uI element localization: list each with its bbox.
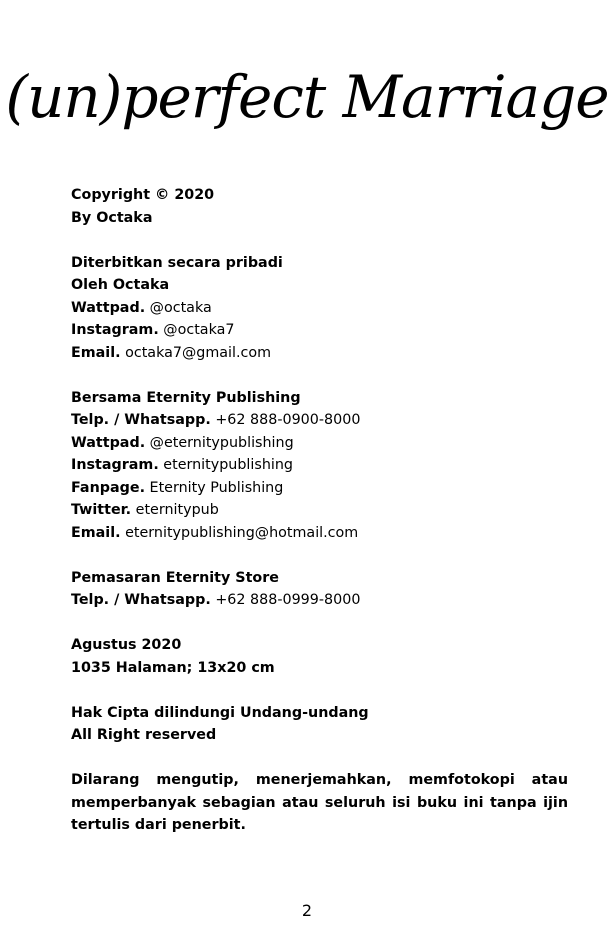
contact-label: Email. [71,344,121,361]
self-published-by: Oleh Octaka [71,277,170,293]
publisher-phone-line [71,409,568,432]
contact-label: Instagram. [71,457,159,473]
contact-value: eternitypub [131,502,219,518]
colophon [71,184,568,837]
author-line: By Octaka [71,209,153,226]
book-title-logo-text: (un)perfect Marriage [5,63,609,131]
rights-line-2: All Right reserved [71,727,217,743]
contact-value: eternitypublishing [158,457,293,473]
self-wattpad-line [71,297,568,320]
contact-value: Eternity Publishing [145,479,284,496]
self-email-line [71,342,568,365]
contact-value: +62 888-0999-8000 [210,592,361,608]
store-heading: Pemasaran Eternity Store [71,569,279,586]
store-phone-line [71,589,568,612]
contact-label: Wattpad. [71,434,146,451]
publisher-heading: Bersama Eternity Publishing [71,389,301,406]
contact-label: Instagram. [71,322,159,338]
contact-value: +62 888-0900-8000 [210,412,361,428]
contact-value: @eternitypublishing [145,434,294,451]
publisher-twitter-line [71,499,568,522]
contact-value: eternitypublishing@hotmail.com [120,524,359,541]
publisher-fanpage-line [71,477,568,500]
book-title-logo [0,52,614,142]
contact-label: Telp. / Whatsapp. [71,592,211,608]
contact-label: Email. [71,524,121,541]
publisher-wattpad-line [71,432,568,455]
page-number: 2 [301,901,313,920]
spacer [71,612,568,635]
edition-date: Agustus 2020 [71,637,182,653]
publisher-instagram-line [71,454,568,477]
contact-value: @octaka7 [158,322,235,338]
self-instagram-line [71,319,568,342]
contact-label: Telp. / Whatsapp. [71,412,211,428]
spacer [71,747,568,770]
contact-value: octaka7@gmail.com [120,344,272,361]
contact-label: Twitter. [71,502,132,518]
rights-line-1: Hak Cipta dilindungi Undang-undang [71,704,369,721]
edition-pages: 1035 Halaman; 13x20 cm [71,659,275,676]
contact-value: @octaka [145,299,212,316]
contact-label: Fanpage. [71,479,145,496]
contact-label: Wattpad. [71,299,146,316]
publisher-email-line [71,522,568,545]
spacer [71,679,568,702]
reproduction-notice: Dilarang mengutip, menerjemahkan, memfotokopi atau memperbanyak sebagian atau seluruh isi buku ini tanpa ijin tertulis dari penerbit. [71,772,568,833]
copyright-line: Copyright © 2020 [71,187,215,203]
self-published-heading: Diterbitkan secara pribadi [71,254,283,271]
spacer [71,364,568,387]
spacer [71,229,568,252]
spacer [71,544,568,567]
